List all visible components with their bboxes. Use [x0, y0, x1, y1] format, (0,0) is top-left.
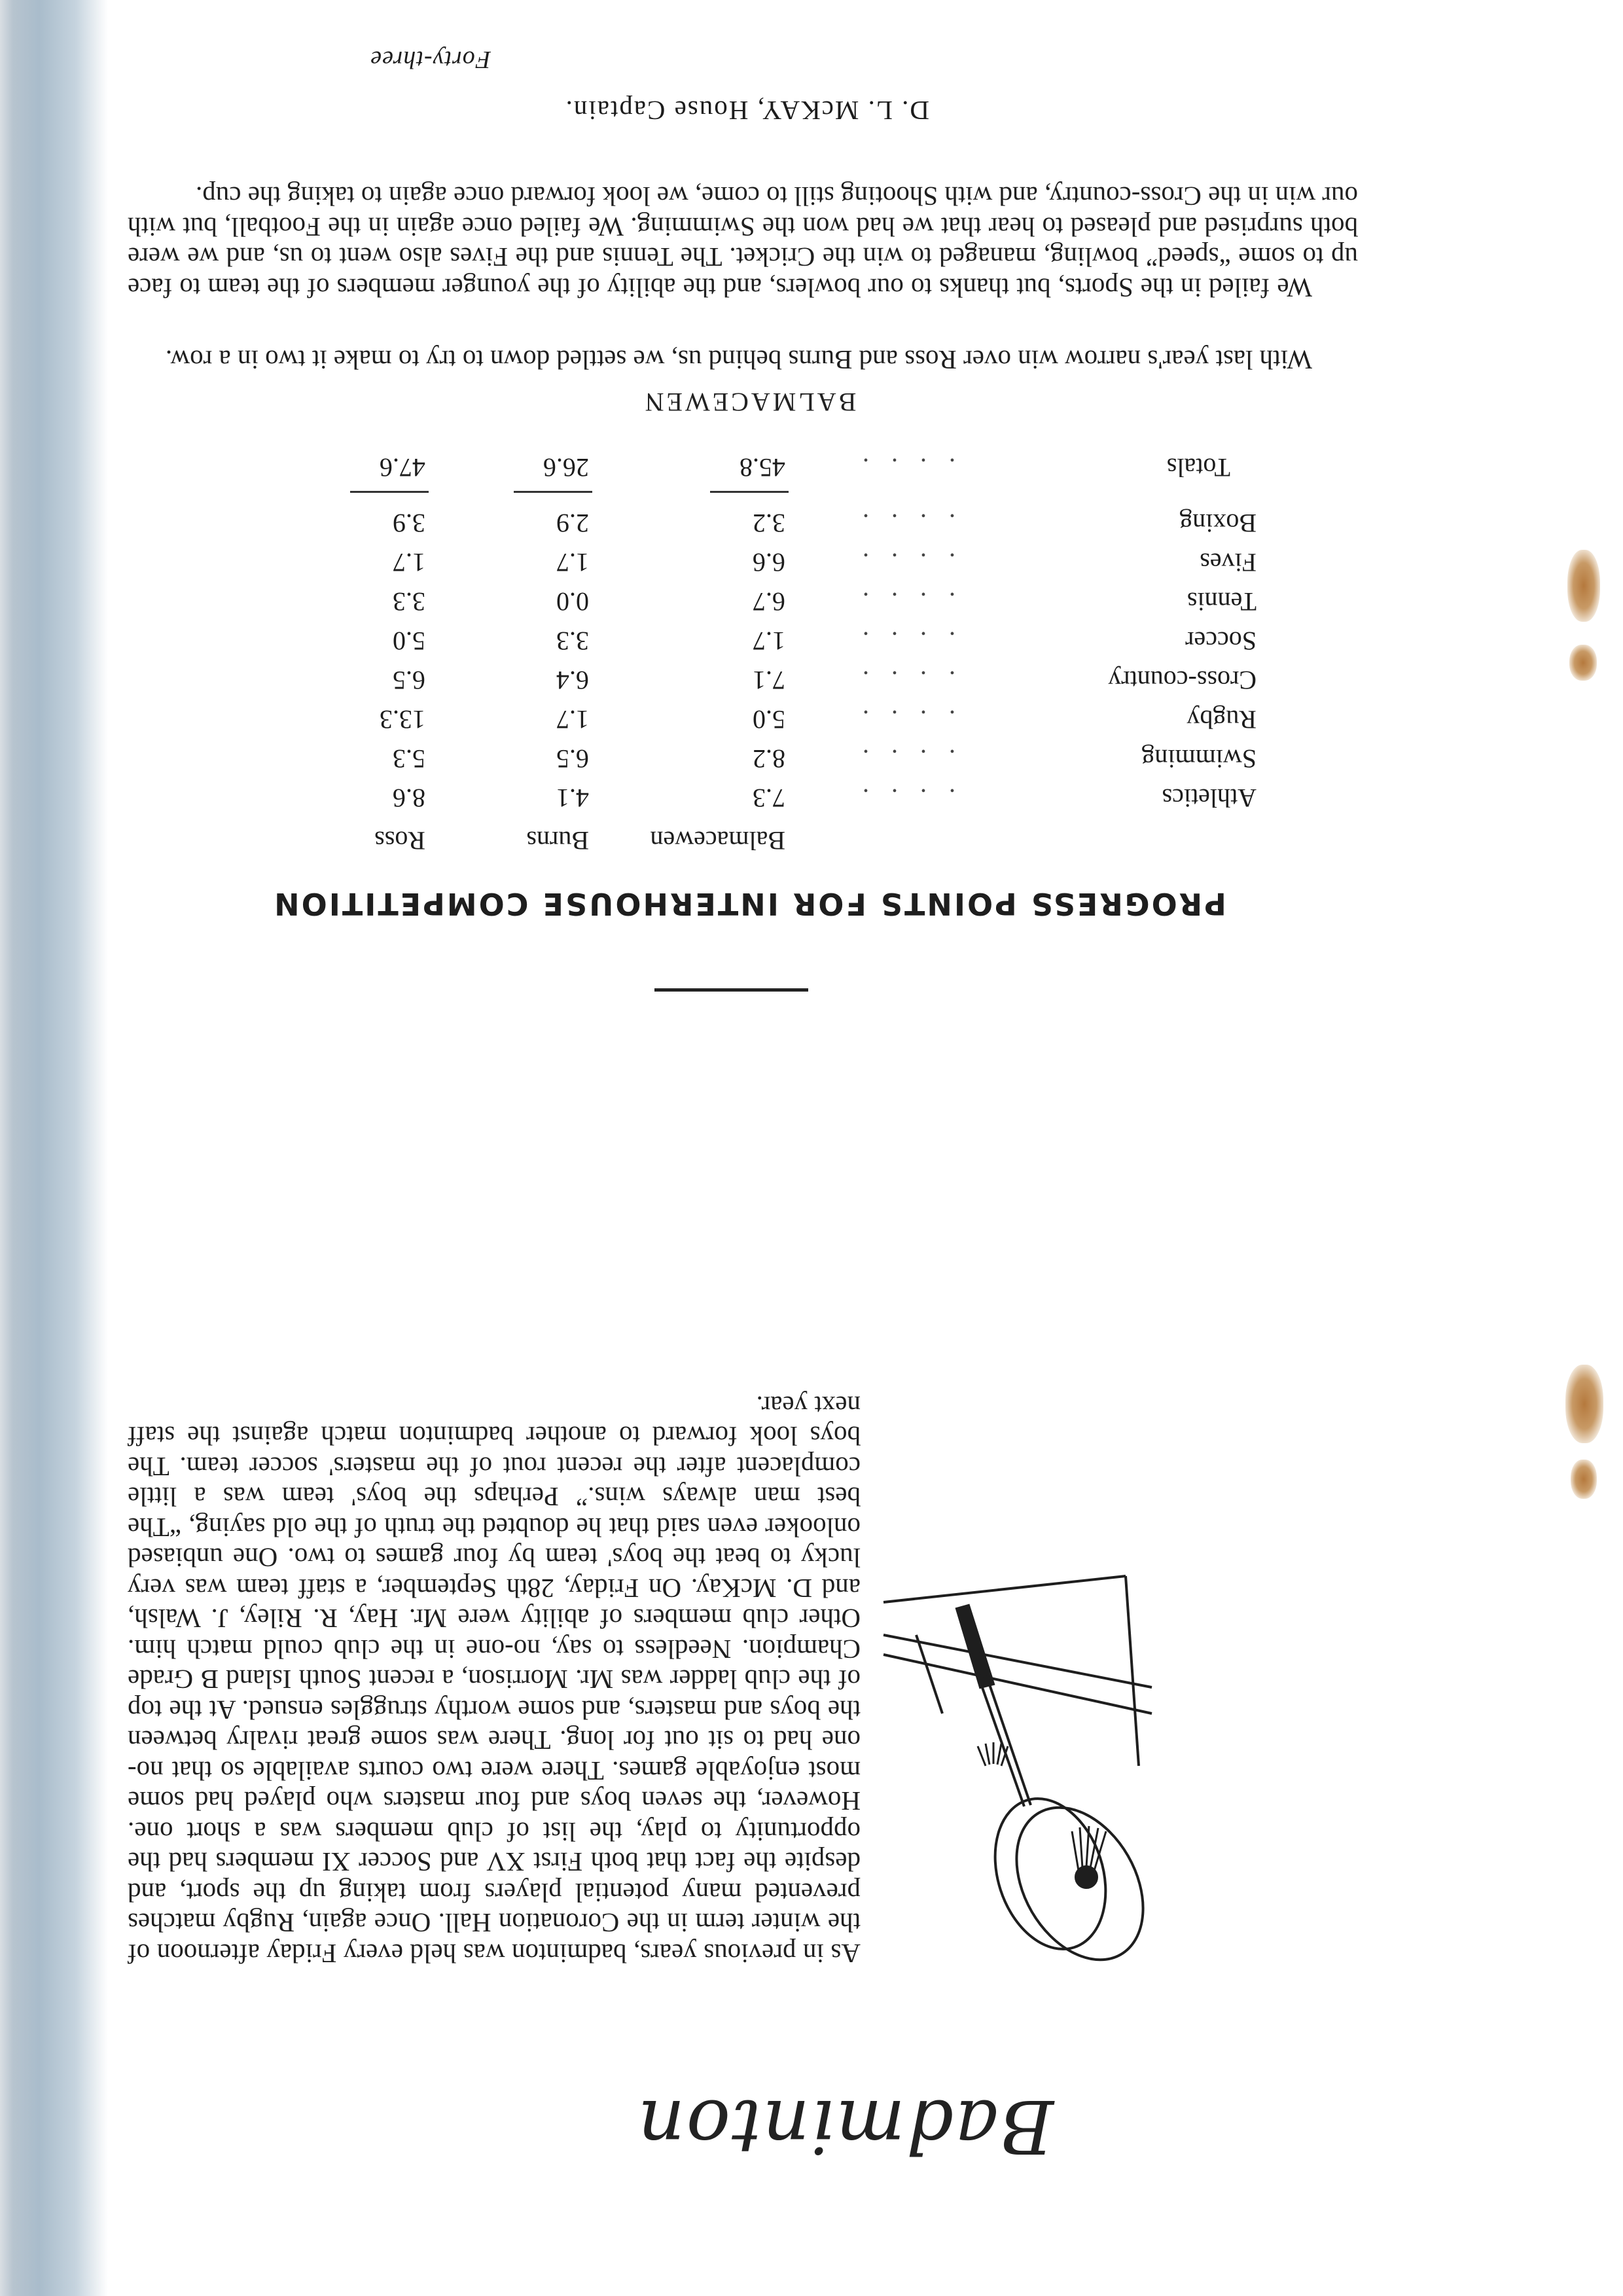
value-ross: 6.5 — [393, 666, 425, 695]
value-ross: 5.0 — [393, 626, 425, 656]
table-row — [0, 578, 1623, 617]
value-balmacewen: 45.8 — [740, 453, 785, 482]
house-report-paragraph: We failed in the Sports, but thanks to our bowlers, and the ability of the younger members of the team to face up to some “speed” bowling, managed to win the Cricket. The Tennis and the Fives also went to us, and we were both surprised and pleased to hear that we had won the Swimming. We failed once again in the Football, but with our win in the Cross-country, and with Shooting still to come, we look forward once again to taking the cup. — [128, 181, 1358, 303]
leader-dots: . . . . — [855, 783, 955, 813]
house-section-title: BALMACEWEN — [642, 387, 857, 417]
value-burns: 0.0 — [556, 587, 589, 617]
value-ross: 3.3 — [393, 587, 425, 617]
value-balmacewen: 7.1 — [753, 666, 785, 695]
value-ross: 1.7 — [393, 548, 425, 577]
badminton-report-paragraph: As in previous years, badminton was held every Friday afternoon of the winter term in the Coronation Hall. Once again, Rugby matches prevented many potential players from taking up the sport, and despite the fact that both First XV and Soccer XI members had the opportunity to play, the list of club members was a short one. However, the seven boys and four masters who played had some most enjoyable games. There were two courts available so that no-one had to sit out for long. There was some great rivalry between the boys and masters, and some worthy struggles ensued. At the top of the club ladder was Mr. Morrison, a recent South Island B Grade Champion. Needless to say, no-one in the club could match him. Other club members of ability were Mr. Hay, R. Riley, J. Walsh, and D. McKay. On Friday, 28th September, a staff team was very lucky to beat the boys' team by four games to two. One unbiased onlooker even said that he doubted the truth of the old saying, “The best man always wins.” Perhaps the boys' team was a little complacent after the recent rout of the masters' soccer team. The boys look forward to another badminton match against the staff next year. — [128, 1391, 861, 1969]
table-heading: PROGRESS POINTS FOR INTERHOUSE COMPETITION — [272, 886, 1226, 922]
value-ross: 8.6 — [393, 783, 425, 813]
leader-dots: . . . . — [855, 626, 955, 656]
value-burns: 1.7 — [556, 705, 589, 734]
leader-dots: . . . . — [855, 744, 955, 774]
event-name: Boxing — [1179, 509, 1257, 538]
value-ross: 3.9 — [393, 509, 425, 538]
value-ross: 47.6 — [380, 453, 425, 482]
house-report-paragraph: With last year's narrow win over Ross and Burns behind us, we settled down to try to make it two in a row. — [165, 345, 1312, 375]
value-burns: 6.5 — [556, 744, 589, 774]
value-burns: 4.1 — [556, 783, 589, 813]
table-row — [0, 499, 1623, 539]
value-balmacewen: 1.7 — [753, 626, 785, 656]
totals-rule — [710, 491, 789, 493]
leader-dots: . . . . — [855, 453, 955, 482]
event-name: Rugby — [1186, 705, 1257, 734]
leader-dots: . . . . — [855, 548, 955, 577]
table-row — [0, 696, 1623, 735]
leader-dots: . . . . — [855, 705, 955, 734]
event-name: Swimming — [1141, 744, 1257, 774]
leader-dots: . . . . — [855, 587, 955, 617]
value-ross: 5.3 — [393, 744, 425, 774]
table-row — [0, 539, 1623, 578]
leader-dots: . . . . — [855, 666, 955, 695]
page-title: Badminton — [636, 2083, 1054, 2168]
value-burns: 2.9 — [556, 509, 589, 538]
value-ross: 13.3 — [380, 705, 425, 734]
event-name: Totals — [1166, 453, 1230, 482]
value-balmacewen: 6.7 — [753, 587, 785, 617]
table-row — [0, 774, 1623, 814]
section-divider — [654, 988, 808, 992]
value-burns: 3.3 — [556, 626, 589, 656]
event-name: Tennis — [1186, 587, 1257, 617]
value-balmacewen: 5.0 — [753, 705, 785, 734]
table-row-totals — [0, 444, 1623, 483]
value-burns: 26.6 — [543, 453, 589, 482]
column-header-ross: Ross — [374, 826, 425, 855]
value-balmacewen: 8.2 — [753, 744, 785, 774]
event-name: Fives — [1200, 548, 1257, 577]
value-balmacewen: 3.2 — [753, 509, 785, 538]
table-header-row — [0, 817, 1623, 856]
signature-line: D. L. McKAY, House Captain. — [564, 96, 929, 126]
column-header-burns: Burns — [526, 826, 589, 855]
table-row — [0, 656, 1623, 696]
totals-rule — [514, 491, 592, 493]
value-balmacewen: 7.3 — [753, 783, 785, 813]
event-name: Cross-country — [1108, 666, 1257, 695]
page-number: Forty-three — [370, 46, 491, 73]
event-name: Athletics — [1162, 783, 1257, 813]
value-balmacewen: 6.6 — [753, 548, 785, 577]
totals-rule — [350, 491, 429, 493]
leader-dots: . . . . — [855, 509, 955, 538]
value-burns: 6.4 — [556, 666, 589, 695]
value-burns: 1.7 — [556, 548, 589, 577]
table-row — [0, 735, 1623, 774]
badminton-racquet-illustration — [877, 1570, 1165, 1962]
table-row — [0, 617, 1623, 656]
column-header-balmacewen: Balmacewen — [650, 826, 785, 855]
event-name: Soccer — [1185, 626, 1257, 656]
